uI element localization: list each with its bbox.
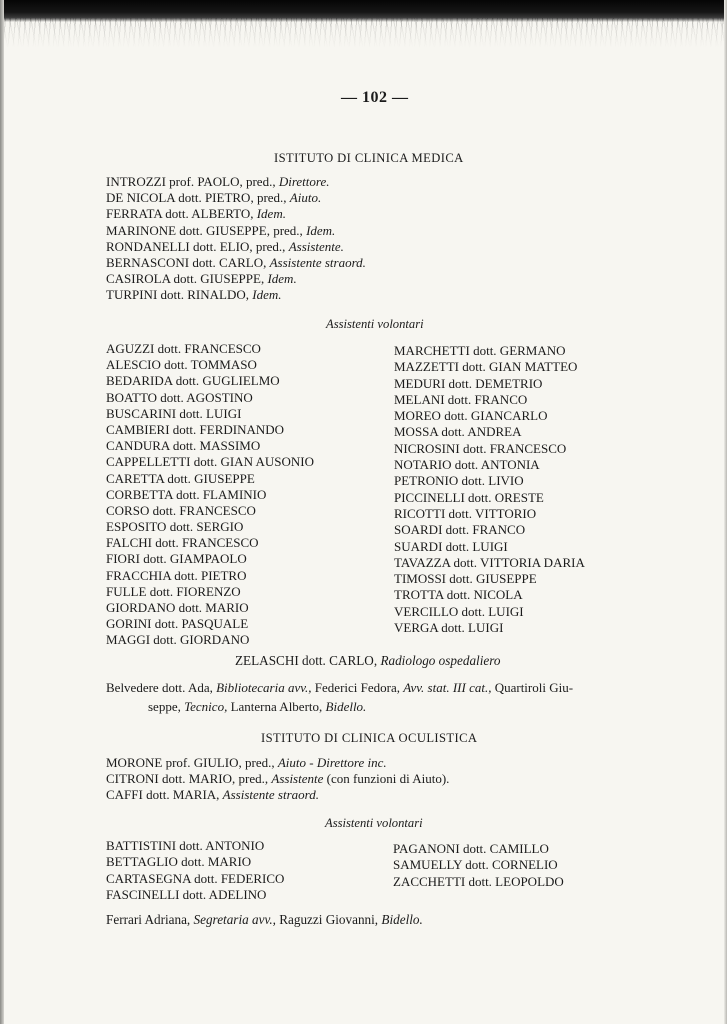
person-role: Bidello. bbox=[325, 699, 367, 714]
person-name: Lanterna Alberto, bbox=[230, 699, 323, 714]
list-item: PICCINELLI dott. ORESTE bbox=[394, 489, 544, 505]
staff-role: Idem. bbox=[306, 222, 336, 238]
staff-role: Idem. bbox=[267, 271, 297, 287]
staff-row bbox=[106, 787, 449, 803]
staff-row bbox=[106, 223, 366, 239]
staff-role: Assistente. bbox=[288, 238, 344, 254]
list-item: CARTASEGNA dott. FEDERICO bbox=[106, 870, 285, 886]
staff-role: Assistente straord. bbox=[269, 254, 366, 270]
list-item: FULLE dott. FIORENZO bbox=[106, 583, 241, 599]
staff-row bbox=[106, 755, 449, 771]
staff-name: ZELASCHI dott. CARLO, bbox=[235, 653, 378, 668]
volunteers-right-column bbox=[394, 343, 585, 636]
list-item: CANDURA dott. MASSIMO bbox=[106, 438, 261, 454]
list-item: FRACCHIA dott. PIETRO bbox=[106, 567, 247, 583]
staff-role: Aiuto - Direttore inc. bbox=[277, 755, 387, 770]
list-item: PETRONIO dott. LIVIO bbox=[394, 473, 524, 489]
list-item: MEDURI dott. DEMETRIO bbox=[394, 375, 543, 391]
volunteers-right-column-2 bbox=[393, 841, 564, 890]
staff-row bbox=[106, 190, 366, 206]
staff-row bbox=[106, 239, 366, 255]
staff-row bbox=[106, 174, 366, 190]
list-item: SOARDI dott. FRANCO bbox=[394, 522, 526, 538]
other-staff-paragraph bbox=[106, 678, 666, 716]
list-item: TAVAZZA dott. VITTORIA DARIA bbox=[394, 554, 585, 570]
staff-name: FERRATA dott. ALBERTO, bbox=[106, 206, 254, 222]
paragraph-line bbox=[106, 697, 666, 716]
list-item: MAZZETTI dott. GIAN MATTEO bbox=[394, 359, 578, 375]
list-item: FASCINELLI dott. ADELINO bbox=[106, 886, 267, 902]
person-role: Tecnico, bbox=[184, 699, 228, 714]
section-title-clinica-oculistica: ISTITUTO DI CLINICA OCULISTICA bbox=[261, 731, 478, 745]
staff-name: MORONE prof. GIULIO, pred., bbox=[106, 755, 275, 770]
list-item: TIMOSSI dott. GIUSEPPE bbox=[394, 571, 537, 587]
person-name: Raguzzi Giovanni, bbox=[279, 912, 379, 927]
list-item: BOATTO dott. AGOSTINO bbox=[106, 389, 253, 405]
list-item: CAPPELLETTI dott. GIAN AUSONIO bbox=[106, 454, 314, 470]
list-item: PAGANONI dott. CAMILLO bbox=[393, 841, 549, 856]
person-name: Quartiroli Giu- bbox=[494, 680, 574, 695]
staff-name: INTROZZI prof. PAOLO, pred., bbox=[106, 174, 276, 189]
list-item: BETTAGLIO dott. MARIO bbox=[106, 854, 252, 870]
list-item: VERGA dott. LUIGI bbox=[394, 620, 504, 636]
staff-name: RONDANELLI dott. ELIO, pred., bbox=[106, 238, 286, 254]
list-item: CORSO dott. FRANCESCO bbox=[106, 502, 256, 518]
list-item: FALCHI dott. FRANCESCO bbox=[106, 535, 259, 551]
staff-row bbox=[106, 287, 366, 303]
staff-list-clinica-oculistica bbox=[106, 755, 449, 804]
radiologist-line bbox=[235, 653, 500, 669]
staff-role: Idem. bbox=[256, 206, 286, 222]
staff-name: CAFFI dott. MARIA, bbox=[106, 787, 220, 803]
subheading-assistenti-volontari: Assistenti volontari bbox=[326, 317, 424, 331]
list-item: SAMUELLY dott. CORNELIO bbox=[393, 857, 558, 873]
subheading-assistenti-volontari-2: Assistenti volontari bbox=[325, 816, 423, 830]
list-item: CORBETTA dott. FLAMINIO bbox=[106, 486, 267, 502]
staff-note: (con funzioni di Aiuto). bbox=[326, 771, 450, 787]
volunteers-left-column bbox=[106, 341, 314, 649]
other-staff-line-2 bbox=[106, 912, 423, 928]
staff-name: MARINONE dott. GIUSEPPE, pred., bbox=[106, 222, 303, 238]
person-name: Belvedere dott. Ada, bbox=[106, 680, 213, 695]
list-item: SUARDI dott. LUIGI bbox=[394, 538, 508, 554]
staff-name: CASIROLA dott. GIUSEPPE, bbox=[106, 271, 265, 287]
list-item: ZACCHETTI dott. LEOPOLDO bbox=[393, 873, 564, 889]
list-item: VERCILLO dott. LUIGI bbox=[394, 603, 524, 619]
person-role: Segretaria avv., bbox=[193, 912, 276, 927]
list-item: TROTTA dott. NICOLA bbox=[394, 587, 523, 603]
list-item: MOSSA dott. ANDREA bbox=[394, 424, 522, 440]
staff-row bbox=[106, 771, 449, 787]
list-item: CAMBIERI dott. FERDINANDO bbox=[106, 421, 285, 437]
staff-role: Assistente straord. bbox=[222, 787, 319, 803]
list-item: NOTARIO dott. ANTONIA bbox=[394, 457, 540, 473]
list-item: RICOTTI dott. VITTORIO bbox=[394, 505, 537, 521]
list-item: MOREO dott. GIANCARLO bbox=[394, 408, 548, 424]
paragraph-line bbox=[106, 678, 666, 697]
staff-role: Aiuto. bbox=[289, 190, 322, 206]
person-role: Bibliotecaria avv., bbox=[216, 680, 312, 695]
section-title-clinica-medica: ISTITUTO DI CLINICA MEDICA bbox=[274, 151, 464, 165]
staff-list-clinica-medica bbox=[106, 174, 366, 304]
staff-name: TURPINI dott. RINALDO, bbox=[106, 287, 249, 303]
staff-role: Direttore. bbox=[278, 174, 330, 189]
staff-row bbox=[106, 206, 366, 222]
list-item: ALESCIO dott. TOMMASO bbox=[106, 357, 257, 373]
list-item: MAGGI dott. GIORDANO bbox=[106, 632, 250, 648]
list-item: BUSCARINI dott. LUIGI bbox=[106, 405, 242, 421]
list-item: FIORI dott. GIAMPAOLO bbox=[106, 551, 247, 567]
staff-role: Assistente bbox=[271, 771, 324, 787]
person-name: Ferrari Adriana, bbox=[106, 912, 191, 927]
list-item: BEDARIDA dott. GUGLIELMO bbox=[106, 373, 280, 389]
scan-noise bbox=[0, 18, 727, 48]
list-item: MELANI dott. FRANCO bbox=[394, 391, 528, 407]
staff-name: DE NICOLA dott. PIETRO, pred., bbox=[106, 190, 287, 206]
staff-name: CITRONI dott. MARIO, pred., bbox=[106, 771, 269, 787]
staff-name: BERNASCONI dott. CARLO, bbox=[106, 254, 267, 270]
page-number: — 102 — bbox=[341, 89, 409, 106]
list-item: GORINI dott. PASQUALE bbox=[106, 616, 249, 632]
list-item: MARCHETTI dott. GERMANO bbox=[394, 343, 566, 358]
list-item: BATTISTINI dott. ANTONIO bbox=[106, 838, 265, 853]
list-item: CARETTA dott. GIUSEPPE bbox=[106, 470, 255, 486]
staff-role: Radiologo ospedaliero bbox=[380, 653, 501, 668]
scan-left-edge bbox=[0, 0, 4, 1024]
list-item: GIORDANO dott. MARIO bbox=[106, 600, 249, 615]
person-role: Avv. stat. III cat., bbox=[403, 680, 492, 695]
volunteers-left-column-2 bbox=[106, 838, 284, 903]
staff-role: Idem. bbox=[252, 287, 282, 303]
person-role: Bidello. bbox=[381, 912, 423, 927]
person-name: Federici Fedora, bbox=[314, 680, 400, 695]
list-item: AGUZZI dott. FRANCESCO bbox=[106, 341, 261, 356]
list-item: ESPOSITO dott. SERGIO bbox=[106, 519, 244, 535]
list-item: NICROSINI dott. FRANCESCO bbox=[394, 440, 567, 456]
staff-row bbox=[106, 255, 366, 271]
person-name: seppe, bbox=[148, 699, 181, 714]
staff-row bbox=[106, 271, 366, 287]
